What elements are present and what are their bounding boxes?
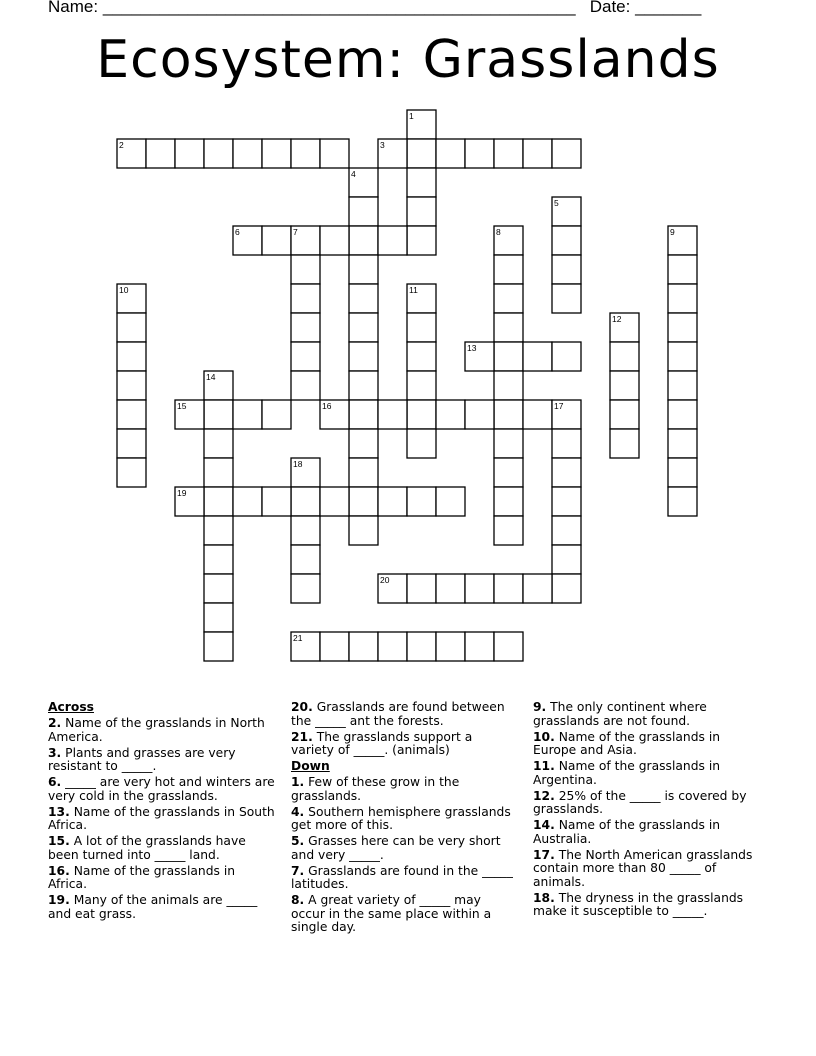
crossword-cell[interactable] (668, 429, 697, 458)
clue-number: 4. (291, 804, 305, 819)
crossword-cell[interactable] (262, 487, 291, 516)
crossword-cell[interactable] (494, 255, 523, 284)
crossword-cell[interactable] (378, 487, 407, 516)
crossword-cell[interactable] (233, 139, 262, 168)
clue-across-16 (48, 865, 276, 892)
crossword-cell[interactable] (349, 255, 378, 284)
crossword-cell[interactable] (262, 400, 291, 429)
crossword-cell[interactable] (378, 632, 407, 661)
across-heading: Across (48, 700, 94, 714)
cell-number: 9 (670, 227, 675, 237)
crossword-cell[interactable] (407, 487, 436, 516)
crossword-cell[interactable] (320, 632, 349, 661)
cell-number: 8 (496, 227, 501, 237)
cell-number: 19 (177, 488, 187, 498)
crossword-cell[interactable] (204, 487, 233, 516)
crossword-cell[interactable] (204, 545, 233, 574)
clue-text: Name of the grasslands in South Africa. (48, 804, 275, 832)
crossword-cell[interactable] (291, 487, 320, 516)
crossword-cell[interactable] (204, 516, 233, 545)
crossword-cell[interactable] (668, 284, 697, 313)
crossword-cell[interactable] (407, 197, 436, 226)
crossword-cell[interactable] (407, 313, 436, 342)
crossword-cell[interactable] (204, 603, 233, 632)
crossword-cell[interactable] (465, 139, 494, 168)
clue-down-18 (533, 892, 765, 919)
clue-text: Name of the grasslands in Europe and Asia. (533, 729, 721, 757)
crossword-cell[interactable] (407, 400, 436, 429)
crossword-cell[interactable] (552, 226, 581, 255)
clue-number: 8. (291, 893, 305, 907)
crossword-cell[interactable] (291, 342, 320, 371)
crossword-cell[interactable] (407, 632, 436, 661)
cell-number: 20 (380, 575, 390, 585)
cell-number: 14 (206, 372, 216, 382)
clue-number: 1. (291, 775, 305, 789)
clue-number: 19. (48, 893, 70, 907)
clue-number: 17. (533, 847, 555, 862)
clue-across-3 (48, 747, 276, 774)
cell-number: 16 (322, 401, 332, 411)
crossword-cell[interactable] (204, 400, 233, 429)
crossword-cell[interactable] (204, 632, 233, 661)
clue-across-19 (48, 894, 276, 921)
crossword-cell[interactable] (610, 371, 639, 400)
clue-down-14 (533, 819, 765, 846)
crossword-cell[interactable] (523, 574, 552, 603)
cell-number: 1 (409, 111, 414, 121)
cell-number: 6 (235, 227, 240, 237)
crossword-cell[interactable] (668, 313, 697, 342)
crossword-cell[interactable] (291, 574, 320, 603)
crossword-cell[interactable] (610, 429, 639, 458)
crossword-cell[interactable] (378, 226, 407, 255)
crossword-cell[interactable] (349, 226, 378, 255)
crossword-cell[interactable] (523, 139, 552, 168)
crossword-cell[interactable] (291, 545, 320, 574)
crossword-cell[interactable] (204, 458, 233, 487)
crossword-cell[interactable] (436, 487, 465, 516)
crossword-cell[interactable] (349, 342, 378, 371)
clue-number: 6. (48, 775, 62, 789)
crossword-cell[interactable] (465, 632, 494, 661)
crossword-cell[interactable] (407, 342, 436, 371)
crossword-cell[interactable] (407, 226, 436, 255)
clue-number: 20. (291, 700, 313, 714)
clue-text: Few of these grow in the grasslands. (291, 775, 460, 803)
clue-across-13 (48, 806, 276, 833)
clue-text: Many of the animals are _____ and eat grass. (48, 893, 258, 921)
crossword-cell[interactable] (668, 458, 697, 487)
clue-text: The dryness in the grasslands make it susceptible to _____. (533, 890, 744, 918)
crossword-cell[interactable] (349, 429, 378, 458)
cell-number: 3 (380, 140, 385, 150)
crossword-cell[interactable] (465, 574, 494, 603)
crossword-cell[interactable] (494, 458, 523, 487)
crossword-cell[interactable] (407, 139, 436, 168)
crossword-cell[interactable] (436, 574, 465, 603)
clue-number: 12. (533, 788, 555, 803)
crossword-cell[interactable] (668, 371, 697, 400)
clue-text: A lot of the grasslands have been turned into _____ land. (48, 834, 246, 862)
clue-number: 10. (533, 729, 555, 744)
cell-number: 21 (293, 633, 303, 643)
crossword-cell[interactable] (494, 574, 523, 603)
crossword-cell[interactable] (552, 342, 581, 371)
clue-down-5 (291, 835, 517, 862)
cell-number: 7 (293, 227, 298, 237)
clue-number: 5. (291, 834, 305, 848)
crossword-cell[interactable] (494, 313, 523, 342)
crossword-cell[interactable] (117, 458, 146, 487)
clue-text: Name of the grasslands in Argentina. (533, 759, 721, 787)
crossword-cell[interactable] (349, 632, 378, 661)
clue-text: A great variety of _____ may occur in the same place within a single day. (291, 893, 492, 934)
crossword-cell[interactable] (494, 400, 523, 429)
crossword-cell[interactable] (552, 458, 581, 487)
crossword-cell[interactable] (494, 139, 523, 168)
clue-text: Name of the grasslands in Africa. (48, 863, 236, 891)
clue-number: 18. (533, 890, 555, 905)
crossword-cell[interactable] (494, 371, 523, 400)
crossword-cell[interactable] (204, 139, 233, 168)
crossword-cell[interactable] (552, 139, 581, 168)
crossword-cell[interactable] (349, 313, 378, 342)
crossword-cell[interactable] (233, 400, 262, 429)
crossword-cell[interactable] (436, 139, 465, 168)
clue-text: Name of the grasslands in Australia. (533, 818, 721, 846)
crossword-cell[interactable] (552, 516, 581, 545)
crossword-cell[interactable] (552, 545, 581, 574)
crossword-cell[interactable] (407, 574, 436, 603)
crossword-cell[interactable] (117, 371, 146, 400)
crossword-cell[interactable] (291, 255, 320, 284)
crossword-cell[interactable] (349, 371, 378, 400)
clue-number: 21. (291, 729, 313, 744)
clue-number: 9. (533, 700, 547, 714)
crossword-cell[interactable] (349, 458, 378, 487)
crossword-cell[interactable] (117, 400, 146, 429)
crossword-cell[interactable] (204, 574, 233, 603)
crossword-cell[interactable] (349, 516, 378, 545)
clues-column-1 (48, 701, 276, 924)
crossword-cell[interactable] (291, 139, 320, 168)
clues-column-3 (533, 701, 765, 921)
crossword-cell[interactable] (407, 168, 436, 197)
crossword-cell[interactable] (552, 487, 581, 516)
clue-number: 2. (48, 716, 62, 730)
crossword-cell[interactable] (494, 342, 523, 371)
cell-number: 2 (119, 140, 124, 150)
clue-text: The grasslands support a variety of _____. (animals) (291, 729, 473, 757)
clue-text: Grasses here can be very short and very _____. (291, 834, 501, 862)
name-label: Name: (48, 0, 99, 16)
crossword-cell[interactable] (407, 371, 436, 400)
clue-number: 16. (48, 863, 70, 878)
crossword-cell[interactable] (465, 400, 494, 429)
crossword-cell[interactable] (378, 400, 407, 429)
clue-text: The only continent where grasslands are not found. (533, 700, 707, 728)
crossword-cell[interactable] (349, 284, 378, 313)
cell-number: 17 (554, 401, 564, 411)
crossword-cell[interactable] (436, 632, 465, 661)
crossword-cell[interactable] (146, 139, 175, 168)
crossword-cell[interactable] (668, 255, 697, 284)
crossword-cell[interactable] (291, 284, 320, 313)
crossword-cell[interactable] (117, 313, 146, 342)
clue-number: 13. (48, 804, 70, 819)
crossword-cell[interactable] (262, 226, 291, 255)
date-label: Date: (589, 0, 631, 16)
clue-down-11 (533, 760, 765, 787)
cell-number: 18 (293, 459, 303, 469)
crossword-cell[interactable] (349, 197, 378, 226)
clue-text: 25% of the _____ is covered by grasslands. (533, 788, 747, 816)
clue-text: The North American grasslands contain more than 80 _____ of animals. (533, 847, 753, 889)
crossword-cell[interactable] (320, 139, 349, 168)
cell-number: 10 (119, 285, 129, 295)
cell-number: 4 (351, 169, 356, 179)
crossword-cell[interactable] (262, 139, 291, 168)
crossword-cell[interactable] (668, 400, 697, 429)
clue-number: 14. (533, 818, 555, 832)
clue-text: Name of the grasslands in North America. (48, 716, 265, 744)
cell-number: 13 (467, 343, 477, 353)
crossword-cell[interactable] (610, 342, 639, 371)
clue-across-6 (48, 776, 276, 803)
crossword-cell[interactable] (320, 226, 349, 255)
cell-number: 5 (554, 198, 559, 208)
crossword-cell[interactable] (552, 574, 581, 603)
cell-number: 12 (612, 314, 622, 324)
clue-down-9 (533, 701, 765, 728)
clue-number: 15. (48, 834, 70, 848)
crossword-cell[interactable] (349, 400, 378, 429)
crossword-cell[interactable] (494, 487, 523, 516)
crossword-cell[interactable] (117, 429, 146, 458)
crossword-cell[interactable] (407, 429, 436, 458)
clue-across-15 (48, 835, 276, 862)
clue-down-1 (291, 776, 517, 803)
clue-down-7 (291, 865, 517, 892)
clue-number: 3. (48, 745, 62, 760)
clue-text: Grasslands are found between the _____ ant the forests. (291, 700, 505, 728)
cell-number: 11 (409, 285, 418, 295)
crossword-cell[interactable] (552, 429, 581, 458)
crossword-cell[interactable] (494, 429, 523, 458)
crossword-cell[interactable] (494, 284, 523, 313)
crossword-cell[interactable] (668, 487, 697, 516)
crossword-cell[interactable] (204, 429, 233, 458)
clue-text: Grasslands are found in the _____ latitudes. (291, 863, 513, 891)
clue-across-2 (48, 717, 276, 744)
crossword-cell[interactable] (668, 342, 697, 371)
clue-down-12 (533, 790, 765, 817)
clue-down-4 (291, 806, 517, 833)
crossword-cell[interactable] (320, 487, 349, 516)
crossword-cell[interactable] (552, 284, 581, 313)
clue-text: _____ are very hot and winters are very cold in the grasslands. (48, 775, 275, 803)
clue-down-8 (291, 894, 517, 935)
crossword-cell[interactable] (291, 516, 320, 545)
crossword-cell[interactable] (117, 342, 146, 371)
clue-across-20 (291, 701, 517, 728)
clue-text: Plants and grasses are very resistant to _____. (48, 745, 236, 773)
crossword-cell[interactable] (610, 400, 639, 429)
clue-down-17 (533, 849, 765, 890)
clue-text: Southern hemisphere grasslands get more of this. (291, 804, 511, 832)
clue-number: 7. (291, 863, 305, 878)
date-blank[interactable]: _______ (635, 0, 702, 16)
crossword-cell[interactable] (349, 487, 378, 516)
clue-down-10 (533, 731, 765, 758)
crossword-cell[interactable] (494, 632, 523, 661)
crossword-cell[interactable] (494, 516, 523, 545)
crossword-cell[interactable] (175, 139, 204, 168)
crossword-cell[interactable] (523, 342, 552, 371)
cell-number: 15 (177, 401, 187, 411)
down-heading: Down (291, 759, 330, 773)
crossword-cell[interactable] (436, 400, 465, 429)
clues-column-2 (291, 701, 517, 937)
clue-across-21 (291, 731, 517, 758)
clue-number: 11. (533, 759, 555, 773)
crossword-cell[interactable] (291, 371, 320, 400)
crossword-cell[interactable] (552, 255, 581, 284)
crossword-cell[interactable] (233, 487, 262, 516)
crossword-cell[interactable] (523, 400, 552, 429)
name-blank[interactable]: __________________________________________________ (102, 0, 576, 16)
crossword-cell[interactable] (291, 313, 320, 342)
page-title: Ecosystem: Grasslands (96, 30, 720, 90)
